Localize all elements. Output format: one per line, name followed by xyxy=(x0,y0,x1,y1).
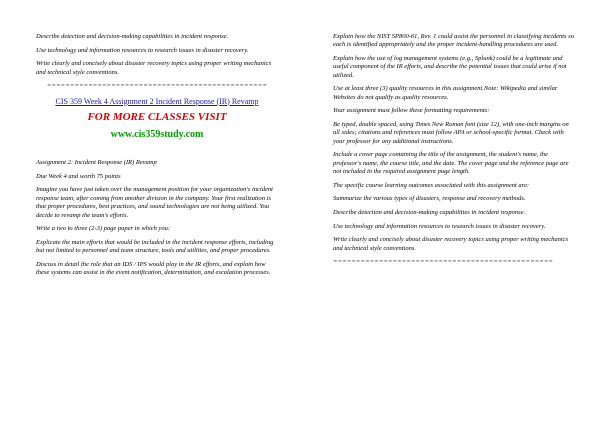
body-paragraph: Explicate the main efforts that would be included in the incident response efforts, including but not limited to personnel and team structure, tools and utilities, and proper procedures. xyxy=(36,238,274,255)
body-paragraph: Explain how the use of log management systems (e.g., Splunk) could be a legitimate and useful component of the IR efforts, and describe the potential issues that could arise if not utilized. xyxy=(333,55,567,79)
body-paragraph: Write a two to three (2-3) page paper in which you: xyxy=(36,225,171,233)
separator-line: ================================================ xyxy=(46,82,268,90)
body-paragraph: Discuss in detail the role that an IDS / IPS would play in the IR efforts, and explain how these systems can assist in the event notification, determination, and escalation processes. xyxy=(36,260,271,277)
promo-heading: FOR MORE CLASSES VISIT xyxy=(87,111,227,124)
body-paragraph: Describe detection and decision-making capabilities in incident response. xyxy=(333,209,526,216)
body-paragraph: Be typed, double spaced, using Times New Roman font (size 12), with one-inch margins on all sides; citations and references must follow APA or school-specific format. Check with your professor for any additional instructions. xyxy=(333,121,569,145)
due-info: Due Week 4 and worth 75 points xyxy=(36,172,121,180)
intro-paragraph: Describe detection and decision-making capabilities in incident response. xyxy=(36,33,229,40)
body-paragraph: Summarize the various types of disasters, response and recovery methods. xyxy=(333,195,526,203)
body-paragraph: Write clearly and concisely about disaster recovery topics using proper writing mechanics and technical style conventions. xyxy=(333,236,569,252)
separator-line: ================================================ xyxy=(333,258,554,266)
body-paragraph: Imagine you have just taken over the management position for your organization's incident response team, after coming from another division in the company. Your first realization is that proper procedures, best practices, and sound technologies are not being utilized. You decide to revamp the team's efforts. xyxy=(36,186,273,219)
intro-paragraph: Write clearly and concisely about disaster recovery topics using proper writing mechanics and technical style conventions. xyxy=(36,60,272,76)
body-paragraph: Your assignment must follow these formatting requirements: xyxy=(333,107,490,115)
intro-paragraph: Use technology and information resources to research issues in disaster recovery. xyxy=(36,46,249,54)
body-paragraph: Use technology and information resources to research issues in disaster recovery. xyxy=(333,222,546,230)
body-paragraph: The specific course learning outcomes associated with this assignment are: xyxy=(333,181,529,189)
right-column xyxy=(333,33,575,273)
assignment-title-link[interactable]: CIS 359 Week 4 Assignment 2 Incident Response (IR) Revamp xyxy=(55,96,259,106)
website-link[interactable]: www.cis359study.com xyxy=(110,129,204,141)
body-paragraph: Explain how the NIST SP800-61, Rev. 1 could assist the personnel in classifying incidents so each is identified appropriately and the proper incident-handling procedures are used. xyxy=(333,33,574,49)
left-column xyxy=(36,33,278,283)
body-paragraph: Include a cover page containing the title of the assignment, the student's name, the professor's name, the course title, and the date. The cover page and the reference page are not included in the required assignment page length. xyxy=(333,151,569,176)
body-paragraph: Use at least three (3) quality resources in this assignment.Note: Wikipedia and similar Websites do not qualify as quality resources. xyxy=(333,85,558,101)
assignment-name: Assignment 2: Incident Response (IR) Revamp xyxy=(36,159,157,167)
